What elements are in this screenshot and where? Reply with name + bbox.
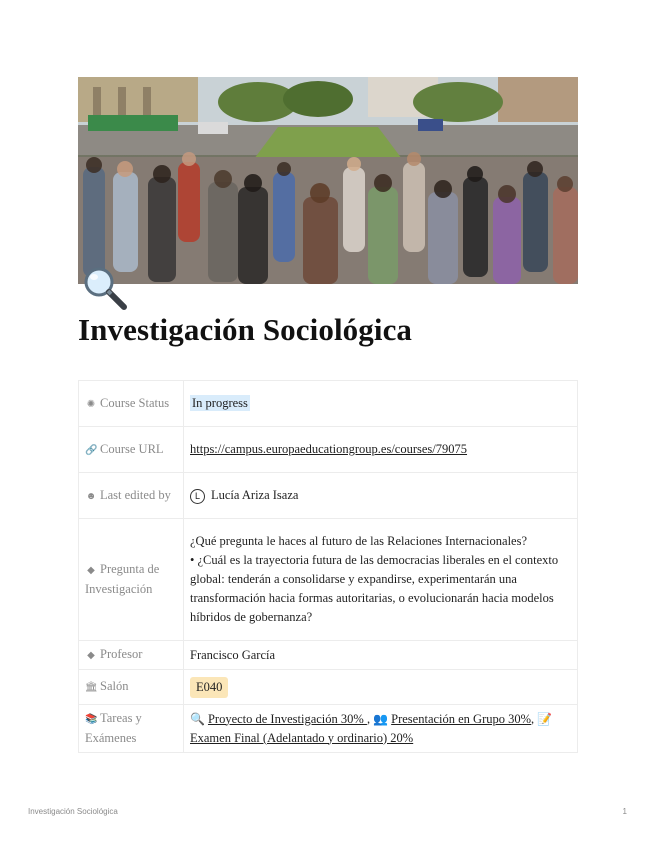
relation-link-proyecto[interactable]: Proyecto de Investigación 30% (207, 711, 367, 726)
property-row-tareas (79, 705, 578, 753)
building-icon: 🏛 (85, 682, 98, 693)
cover-illustration (78, 77, 578, 284)
property-key: 🏛 Salón (79, 670, 184, 705)
property-value[interactable] (184, 381, 578, 427)
property-value: 🔍 Proyecto de Investigación 30% , 👥 Presentación en Grupo 30%, 📝Examen Final (Adelantado y ordinario) 20% (184, 705, 578, 753)
page-title: Investigación Sociológica (78, 312, 413, 347)
memo-icon: 📝 (537, 711, 553, 726)
property-row-pregunta (79, 519, 578, 641)
property-value[interactable] (184, 519, 578, 641)
property-value[interactable] (184, 670, 578, 705)
person-circle-icon: ☻ (85, 490, 97, 502)
tag-icon: ◆ (87, 650, 95, 661)
footer-title: Investigación Sociológica (28, 807, 118, 816)
cover-image (78, 77, 578, 284)
property-key: ☻ Last edited by (79, 473, 184, 519)
relation-link-presentacion[interactable]: Presentación en Grupo 30% (391, 711, 532, 726)
room-tag[interactable]: E040 (190, 677, 228, 698)
research-question-line: ¿Qué pregunta le haces al futuro de las Relaciones Internacionales? (190, 534, 527, 548)
property-row-course-status (79, 381, 578, 427)
page-number: 1 (622, 807, 627, 816)
relation-link-examen[interactable]: Examen Final (Adelantado y ordinario) 20% (190, 730, 414, 745)
property-key: 📚 Tareas y Exámenes (79, 705, 184, 753)
editor-name[interactable]: Lucía Ariza Isaza (211, 488, 299, 502)
page-icon[interactable] (82, 265, 128, 311)
link-icon: 🔗 (85, 444, 98, 456)
property-key: ◆ Profesor (79, 641, 184, 670)
avatar: L (190, 489, 205, 504)
magnifying-glass-icon (82, 265, 128, 311)
property-value (184, 427, 578, 473)
status-spinner-icon: ✺ (86, 398, 96, 410)
property-key: 🔗 Course URL (79, 427, 184, 473)
property-key: ◆ Pregunta de Investigación (79, 519, 184, 641)
property-row-profesor (79, 641, 578, 670)
book-icon: 📚 (85, 714, 98, 725)
people-icon: 👥 (373, 711, 389, 726)
course-url-link[interactable]: https://campus.europaeducationgroup.es/courses/79075 (190, 442, 468, 456)
property-key: ✺ Course Status (79, 381, 184, 427)
property-value (184, 473, 578, 519)
property-row-salon (79, 670, 578, 705)
property-row-course-url (79, 427, 578, 473)
status-badge[interactable]: In progress (192, 396, 248, 410)
tag-icon: ◆ (87, 565, 95, 576)
magnifying-glass-icon: 🔍 (190, 711, 205, 726)
properties-table (78, 380, 578, 753)
research-question-detail: • ¿Cuál es la trayectoria futura de las democracias liberales en el contexto global: tenderán a consolidarse y expandirse, experimentarán una transformación hacia formas autoritarias, o evolucionarán hacia modelos híbridos de gobernanza? (190, 553, 559, 624)
property-row-last-edited-by (79, 473, 578, 519)
property-value[interactable]: Francisco García (184, 641, 578, 670)
